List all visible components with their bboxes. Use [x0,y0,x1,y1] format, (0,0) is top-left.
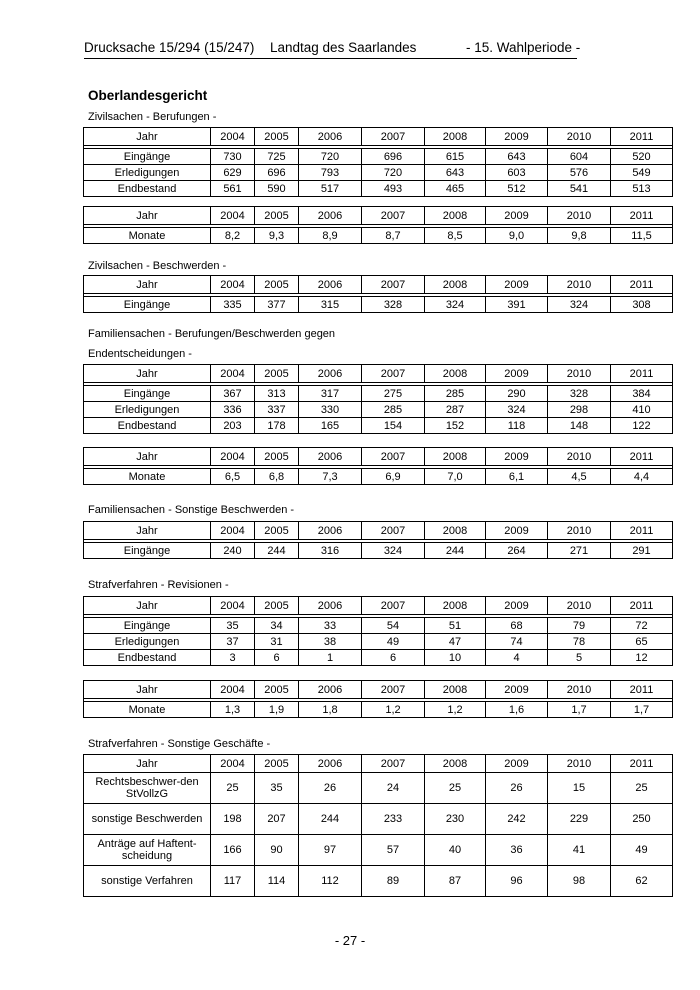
value-cell: 2007 [362,755,425,773]
value-cell: 118 [486,418,548,434]
value-cell: 2006 [299,207,362,225]
value-cell: 2010 [548,448,611,466]
value-cell: 2004 [211,207,255,225]
value-cell: 166 [211,835,255,866]
value-cell: 2005 [255,448,299,466]
value-cell: 290 [486,386,548,402]
value-cell: 2007 [362,365,425,383]
table-familie-sonstige [83,521,673,559]
row-label-cell: Erledigungen [84,402,211,418]
value-cell: 2005 [255,597,299,615]
value-cell: 328 [362,297,425,313]
value-cell: 242 [486,804,548,835]
value-cell: 49 [362,634,425,650]
table-straf-revisionen-dauer [83,680,673,718]
value-cell: 90 [255,835,299,866]
value-cell: 6,9 [362,469,425,485]
table-header-row [84,365,673,383]
value-cell: 240 [211,543,255,559]
table-row [84,469,673,485]
row-label-cell: Endbestand [84,181,211,197]
value-cell: 38 [299,634,362,650]
value-cell: 49 [611,835,673,866]
value-cell: 2009 [486,128,548,146]
value-cell: 2008 [425,448,486,466]
value-cell: 2007 [362,128,425,146]
row-label-cell: Rechtsbeschwer-den StVollzG [84,773,211,804]
value-cell: 1,6 [486,702,548,718]
value-cell: 37 [211,634,255,650]
value-cell: 2011 [611,522,673,540]
value-cell: 4,4 [611,469,673,485]
value-cell: 2007 [362,522,425,540]
value-cell: 2009 [486,755,548,773]
table-row [84,702,673,718]
value-cell: 2010 [548,597,611,615]
row-label-cell: Eingänge [84,618,211,634]
value-cell: 2005 [255,365,299,383]
value-cell: 233 [362,804,425,835]
value-cell: 330 [299,402,362,418]
value-cell: 2007 [362,207,425,225]
row-label-cell: Endbestand [84,418,211,434]
value-cell: 2011 [611,448,673,466]
header-parliament: Landtag des Saarlandes [270,40,417,55]
value-cell: 298 [548,402,611,418]
value-cell: 324 [548,297,611,313]
value-cell: 541 [548,181,611,197]
table-row [84,418,673,434]
value-cell: 512 [486,181,548,197]
value-cell: 112 [299,866,362,897]
row-label-cell: Jahr [84,755,211,773]
value-cell: 89 [362,866,425,897]
table-zivil-berufungen [83,127,673,197]
value-cell: 2008 [425,365,486,383]
value-cell: 41 [548,835,611,866]
value-cell: 65 [611,634,673,650]
value-cell: 2009 [486,597,548,615]
caption-straf-sonstige: Strafverfahren - Sonstige Geschäfte - [88,738,271,750]
value-cell: 324 [425,297,486,313]
value-cell: 72 [611,618,673,634]
value-cell: 335 [211,297,255,313]
value-cell: 229 [548,804,611,835]
value-cell: 2008 [425,522,486,540]
value-cell: 7,3 [299,469,362,485]
value-cell: 96 [486,866,548,897]
value-cell: 8,2 [211,228,255,244]
value-cell: 51 [425,618,486,634]
table-row [84,297,673,313]
value-cell: 513 [611,181,673,197]
table-row [84,386,673,402]
value-cell: 1,7 [611,702,673,718]
value-cell: 8,9 [299,228,362,244]
table-row [84,402,673,418]
value-cell: 178 [255,418,299,434]
value-cell: 2004 [211,365,255,383]
value-cell: 2011 [611,365,673,383]
value-cell: 97 [299,835,362,866]
caption-zivil-berufungen: Zivilsachen - Berufungen - [88,111,217,123]
table-row [84,543,673,559]
row-label-cell: Jahr [84,365,211,383]
value-cell: 2010 [548,681,611,699]
value-cell: 207 [255,804,299,835]
value-cell: 35 [211,618,255,634]
value-cell: 8,7 [362,228,425,244]
value-cell: 10 [425,650,486,666]
value-cell: 629 [211,165,255,181]
value-cell: 391 [486,297,548,313]
value-cell: 2010 [548,276,611,294]
row-label-cell: Erledigungen [84,165,211,181]
page-number: - 27 - [334,933,366,948]
value-cell: 643 [425,165,486,181]
value-cell: 2008 [425,128,486,146]
row-label-cell: sonstige Verfahren [84,866,211,897]
value-cell: 3 [211,650,255,666]
value-cell: 2011 [611,276,673,294]
table-straf-revisionen [83,596,673,666]
value-cell: 24 [362,773,425,804]
value-cell: 4 [486,650,548,666]
value-cell: 68 [486,618,548,634]
table-header-row [84,448,673,466]
row-label-cell: Erledigungen [84,634,211,650]
value-cell: 493 [362,181,425,197]
table-header-row [84,755,673,773]
value-cell: 590 [255,181,299,197]
value-cell: 2005 [255,755,299,773]
value-cell: 576 [548,165,611,181]
value-cell: 2004 [211,755,255,773]
value-cell: 6,5 [211,469,255,485]
value-cell: 377 [255,297,299,313]
table-header-row [84,681,673,699]
value-cell: 2008 [425,276,486,294]
value-cell: 2005 [255,276,299,294]
row-label-cell: Jahr [84,522,211,540]
value-cell: 62 [611,866,673,897]
value-cell: 324 [486,402,548,418]
value-cell: 6,1 [486,469,548,485]
value-cell: 1,2 [425,702,486,718]
row-label-cell: Jahr [84,597,211,615]
caption-familie-line1: Familiensachen - Berufungen/Beschwerden gegen [88,328,336,340]
value-cell: 2009 [486,681,548,699]
value-cell: 12 [611,650,673,666]
table-header-row [84,276,673,294]
value-cell: 1,2 [362,702,425,718]
value-cell: 152 [425,418,486,434]
value-cell: 2007 [362,681,425,699]
value-cell: 2006 [299,448,362,466]
value-cell: 98 [548,866,611,897]
row-label-cell: Eingänge [84,543,211,559]
value-cell: 2010 [548,365,611,383]
value-cell: 87 [425,866,486,897]
table-row [84,866,673,897]
row-label-cell: Monate [84,228,211,244]
value-cell: 291 [611,543,673,559]
value-cell: 35 [255,773,299,804]
table-row [84,804,673,835]
value-cell: 696 [255,165,299,181]
value-cell: 2008 [425,597,486,615]
value-cell: 250 [611,804,673,835]
value-cell: 2011 [611,755,673,773]
value-cell: 2009 [486,276,548,294]
value-cell: 2010 [548,522,611,540]
value-cell: 2004 [211,597,255,615]
value-cell: 6 [255,650,299,666]
value-cell: 203 [211,418,255,434]
row-label-cell: Eingänge [84,149,211,165]
value-cell: 2004 [211,522,255,540]
value-cell: 2008 [425,681,486,699]
value-cell: 148 [548,418,611,434]
value-cell: 7,0 [425,469,486,485]
value-cell: 2006 [299,522,362,540]
value-cell: 2004 [211,448,255,466]
row-label-cell: Jahr [84,681,211,699]
value-cell: 336 [211,402,255,418]
value-cell: 1,8 [299,702,362,718]
value-cell: 2011 [611,597,673,615]
value-cell: 1,3 [211,702,255,718]
table-straf-sonstige [83,754,673,897]
value-cell: 25 [211,773,255,804]
value-cell: 2011 [611,207,673,225]
value-cell: 2010 [548,755,611,773]
value-cell: 410 [611,402,673,418]
value-cell: 316 [299,543,362,559]
table-row [84,165,673,181]
value-cell: 730 [211,149,255,165]
value-cell: 25 [425,773,486,804]
value-cell: 36 [486,835,548,866]
table-row [84,634,673,650]
value-cell: 643 [486,149,548,165]
value-cell: 33 [299,618,362,634]
table-header-row [84,597,673,615]
value-cell: 244 [425,543,486,559]
value-cell: 1,7 [548,702,611,718]
value-cell: 8,5 [425,228,486,244]
value-cell: 9,0 [486,228,548,244]
value-cell: 287 [425,402,486,418]
value-cell: 230 [425,804,486,835]
value-cell: 520 [611,149,673,165]
table-row [84,181,673,197]
row-label-cell: sonstige Beschwerden [84,804,211,835]
row-label-cell: Anträge auf Haftent-scheidung [84,835,211,866]
table-header-row [84,522,673,540]
table-row [84,835,673,866]
value-cell: 198 [211,804,255,835]
value-cell: 4,5 [548,469,611,485]
row-label-cell: Monate [84,469,211,485]
value-cell: 2006 [299,755,362,773]
value-cell: 6,8 [255,469,299,485]
value-cell: 2011 [611,681,673,699]
value-cell: 2006 [299,681,362,699]
value-cell: 2009 [486,448,548,466]
value-cell: 15 [548,773,611,804]
value-cell: 275 [362,386,425,402]
value-cell: 793 [299,165,362,181]
value-cell: 549 [611,165,673,181]
value-cell: 604 [548,149,611,165]
page-header [84,38,581,59]
value-cell: 2007 [362,597,425,615]
value-cell: 2004 [211,128,255,146]
value-cell: 114 [255,866,299,897]
value-cell: 367 [211,386,255,402]
value-cell: 337 [255,402,299,418]
value-cell: 78 [548,634,611,650]
value-cell: 5 [548,650,611,666]
value-cell: 2005 [255,681,299,699]
value-cell: 9,3 [255,228,299,244]
table-row [84,228,673,244]
value-cell: 725 [255,149,299,165]
table-familie-berufungen-dauer [83,447,673,485]
table-row [84,618,673,634]
value-cell: 2010 [548,207,611,225]
row-label-cell: Jahr [84,276,211,294]
caption-familie-line2: Endentscheidungen - [88,348,192,360]
table-familie-berufungen [83,364,673,434]
value-cell: 696 [362,149,425,165]
value-cell: 2009 [486,522,548,540]
value-cell: 561 [211,181,255,197]
value-cell: 79 [548,618,611,634]
value-cell: 2006 [299,276,362,294]
value-cell: 40 [425,835,486,866]
value-cell: 324 [362,543,425,559]
value-cell: 2004 [211,681,255,699]
value-cell: 57 [362,835,425,866]
value-cell: 26 [486,773,548,804]
value-cell: 2006 [299,365,362,383]
header-document-number: Drucksache 15/294 (15/247) [84,40,255,55]
value-cell: 384 [611,386,673,402]
caption-straf-revisionen: Strafverfahren - Revisionen - [88,579,229,591]
row-label-cell: Jahr [84,448,211,466]
value-cell: 1,9 [255,702,299,718]
value-cell: 54 [362,618,425,634]
value-cell: 328 [548,386,611,402]
table-header-row [84,207,673,225]
table-header-row [84,128,673,146]
value-cell: 317 [299,386,362,402]
value-cell: 26 [299,773,362,804]
value-cell: 2008 [425,207,486,225]
value-cell: 31 [255,634,299,650]
row-label-cell: Monate [84,702,211,718]
row-label-cell: Eingänge [84,297,211,313]
value-cell: 165 [299,418,362,434]
value-cell: 2010 [548,128,611,146]
table-zivil-berufungen-dauer [83,206,673,244]
value-cell: 308 [611,297,673,313]
value-cell: 2011 [611,128,673,146]
value-cell: 2007 [362,276,425,294]
value-cell: 720 [299,149,362,165]
section-title: Oberlandesgericht [88,88,208,103]
value-cell: 74 [486,634,548,650]
table-row [84,650,673,666]
value-cell: 2007 [362,448,425,466]
row-label-cell: Jahr [84,207,211,225]
value-cell: 2005 [255,128,299,146]
value-cell: 2006 [299,128,362,146]
value-cell: 517 [299,181,362,197]
value-cell: 2006 [299,597,362,615]
value-cell: 2005 [255,522,299,540]
value-cell: 9,8 [548,228,611,244]
value-cell: 285 [425,386,486,402]
table-zivil-beschwerden [83,275,673,313]
value-cell: 47 [425,634,486,650]
caption-familie-sonstige: Familiensachen - Sonstige Beschwerden - [88,504,295,516]
row-label-cell: Jahr [84,128,211,146]
value-cell: 154 [362,418,425,434]
value-cell: 2005 [255,207,299,225]
value-cell: 603 [486,165,548,181]
table-row [84,149,673,165]
value-cell: 285 [362,402,425,418]
value-cell: 34 [255,618,299,634]
value-cell: 2009 [486,365,548,383]
value-cell: 2009 [486,207,548,225]
value-cell: 11,5 [611,228,673,244]
value-cell: 720 [362,165,425,181]
value-cell: 313 [255,386,299,402]
value-cell: 465 [425,181,486,197]
value-cell: 244 [299,804,362,835]
value-cell: 271 [548,543,611,559]
value-cell: 315 [299,297,362,313]
value-cell: 264 [486,543,548,559]
row-label-cell: Endbestand [84,650,211,666]
value-cell: 244 [255,543,299,559]
value-cell: 117 [211,866,255,897]
value-cell: 2008 [425,755,486,773]
value-cell: 615 [425,149,486,165]
value-cell: 1 [299,650,362,666]
row-label-cell: Eingänge [84,386,211,402]
value-cell: 122 [611,418,673,434]
caption-zivil-beschwerden: Zivilsachen - Beschwerden - [88,260,227,272]
value-cell: 2004 [211,276,255,294]
table-row [84,773,673,804]
header-period: - 15. Wahlperiode - [466,40,581,55]
value-cell: 6 [362,650,425,666]
value-cell: 25 [611,773,673,804]
